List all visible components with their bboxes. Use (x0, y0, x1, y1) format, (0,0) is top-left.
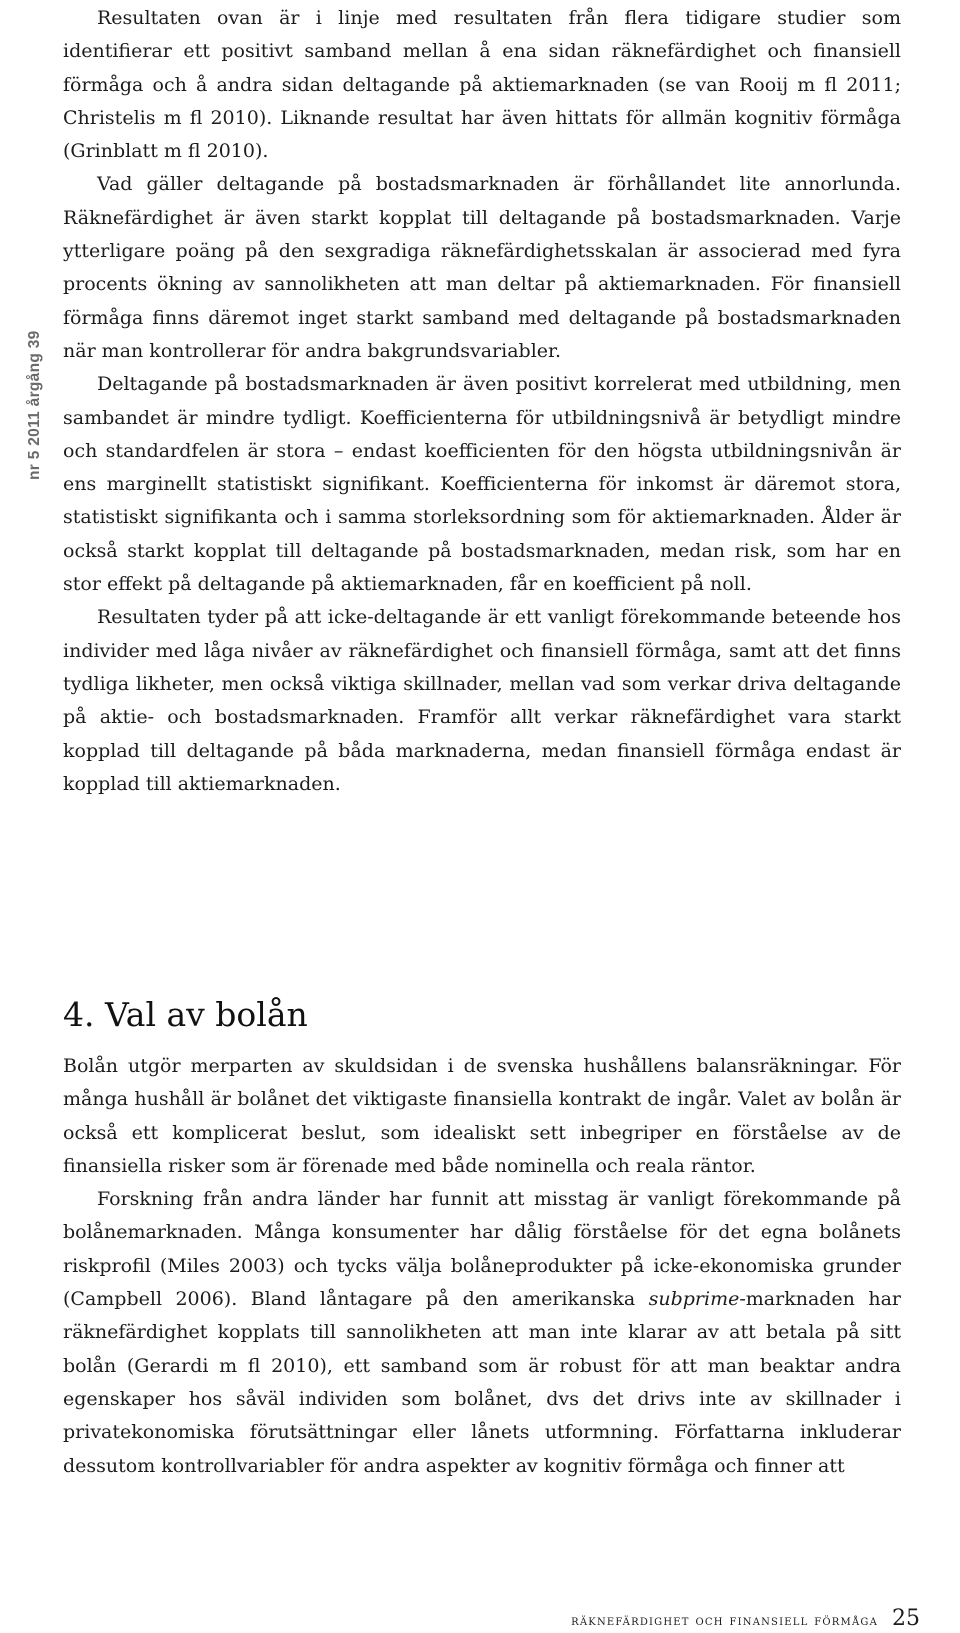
paragraph-4: Resultaten tyder på att icke-deltagande är ett vanligt förekommande beteende hos individer med låga nivåer av räknefärdighet och finansiell förmåga, samt att det finns tydliga likheter, men också viktiga skillnader, mellan vad som verkar driva deltagande på aktie- och bostadsmarknaden. Framför allt verkar räknefärdighet vara starkt kopplad till deltagande på båda marknaderna, medan finansiell förmåga endast är kopplad till aktiemarknaden. (63, 606, 901, 795)
paragraph-3: Deltagande på bostadsmarknaden är även positivt korrelerat med utbildning, men sambandet är mindre tydligt. Koefficienterna för utbildningsnivå är betydligt mindre och standardfelen är stora – endast koefficienten för den högsta utbildningsnivån är ens marginellt statistiskt signifikant. Koefficienterna för inkomst är däremot stora, statistiskt signifikanta och i samma storleksordning som för aktiemarknaden. Ålder är också starkt kopplat till deltagande på bostadsmarknaden, medan risk, som har en stor effekt på deltagande på aktiemarknaden, får en koefficient på noll. (63, 373, 901, 596)
journal-issue-label: nr 5 2011 årgång 39 (26, 330, 43, 480)
section-paragraph-2 (63, 1183, 901, 1483)
page-number: 25 (892, 1606, 920, 1631)
paragraph-1: Resultaten ovan är i linje med resultaten från flera tidigare studier som identifierar ett positivt samband mellan å ena sidan räknefärdighet och finansiell förmåga och å andra sidan deltagande på aktiemarknaden (se van Rooij m fl 2011; Christelis m fl 2010). Liknande resultat har även hittats för allmän kognitiv förmåga (Grinblatt m fl 2010). (63, 7, 901, 163)
section-body (63, 1050, 901, 1483)
paragraph-2: Vad gäller deltagande på bostadsmarknaden är förhållandet lite annorlunda. Räknefärdighet är även starkt kopplat till deltagande på bostadsmarknaden. Varje ytterligare poäng på den sexgradiga räknefärdighetsskalan är associerad med fyra procents ökning av sannolikheten att man deltar på aktiemarknaden. För finansiell förmåga finns däremot inget starkt samband med deltagande på bostadsmarknaden när man kontrollerar för andra bakgrundsvariabler. (63, 173, 901, 362)
running-title: räknefärdighet och finansiell förmåga (571, 1613, 878, 1629)
article-body (63, 2, 901, 1477)
section-paragraph-1: Bolån utgör merparten av skuldsidan i de svenska hushållens balansräkningar. För många hushåll är bolånet det viktigaste finansiella kontrakt de ingår. Valet av bolån är också ett komplicerat beslut, som idealiskt sett inbegriper en förståelse av de finansiella risker som är förenade med både nominella och reala räntor. (63, 1055, 901, 1177)
section-heading: 4. Val av bolån (63, 995, 308, 1034)
italic-term: subprime (648, 1288, 740, 1311)
section-paragraph-2-part-1: Forskning från andra länder har funnit att misstag är vanligt förekommande på bolånemarknaden. Många konsumenter har dålig förståelse för det egna bolånets riskprofil (Miles 2003) och tycks välja bolåneprodukter på icke-ekonomiska grunder (Campbell 2006). Bland låntagare på den amerikanska (63, 1188, 901, 1311)
section-paragraph-2-part-2: -marknaden har räknefärdighet kopplats till sannolikheten att man inte klarar av att betala på sitt bolån (Gerardi m fl 2010), ett samband som är robust för att man beaktar andra egenskaper hos såväl individen som bolånet, dvs det drivs inte av skillnader i privatekonomiska förutsättningar eller lånets utformning. Författarna inkluderar dessutom kontrollvariabler för andra aspekter av kognitiv förmåga och finner att (63, 1288, 901, 1477)
page-footer (500, 1606, 920, 1631)
